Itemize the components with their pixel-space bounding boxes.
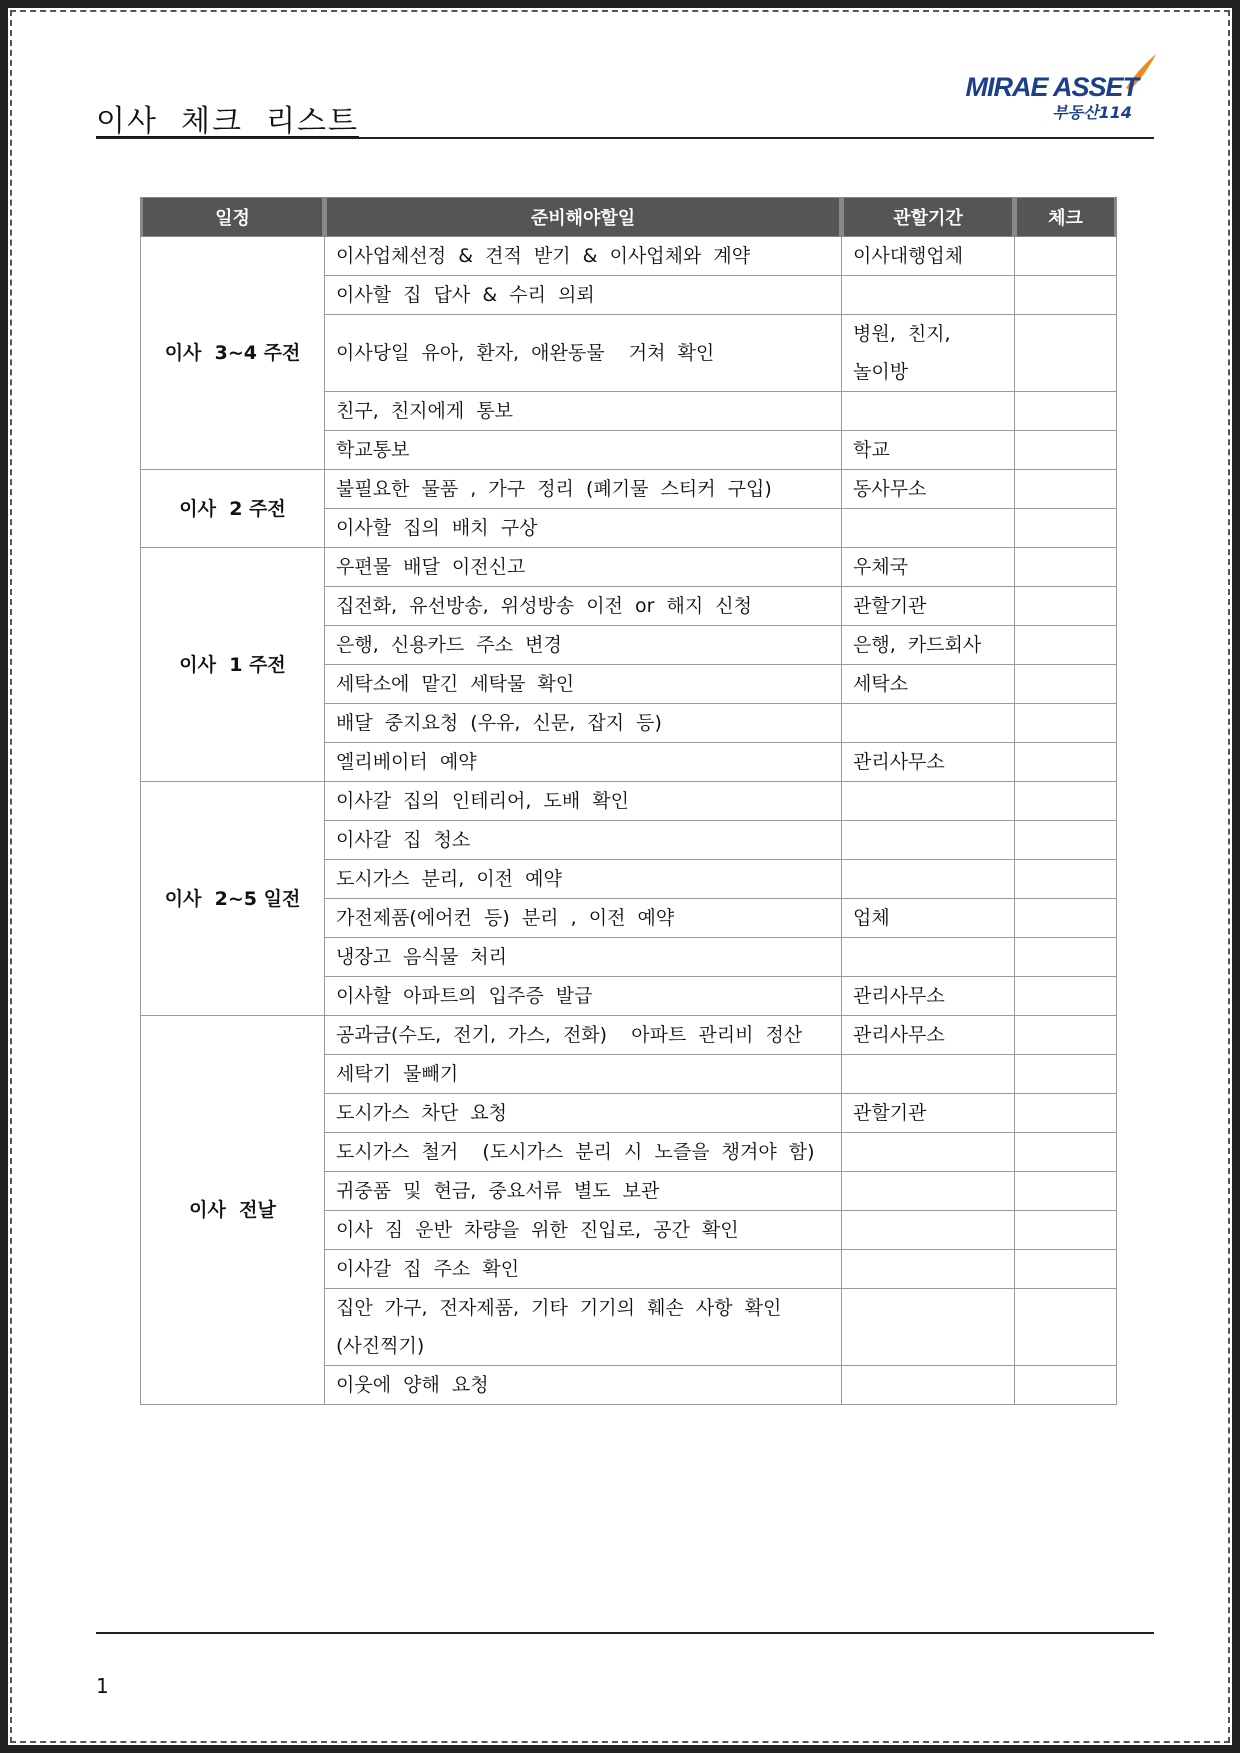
task-cell (325, 587, 842, 626)
task-text: 집전화, 유선방송, 위성방송 이전 or 해지 신청 (336, 595, 753, 617)
task-text: 이사 짐 운반 차량을 위한 진입로, 공간 확인 (336, 1219, 739, 1241)
task-cell (325, 392, 842, 431)
page-title: 이사 체크 리스트 (96, 104, 360, 139)
check-cell[interactable] (1015, 938, 1117, 977)
authority-cell (842, 1016, 1015, 1055)
authority-cell (842, 315, 1015, 392)
task-cell (325, 1289, 842, 1366)
authority-text: 놀이방 (853, 361, 909, 383)
task-cell (325, 237, 842, 276)
task-text: 이사업체선정 & 견적 받기 & 이사업체와 계약 (336, 245, 751, 267)
authority-cell (842, 626, 1015, 665)
task-cell (325, 1250, 842, 1289)
task-cell (325, 665, 842, 704)
task-cell (325, 860, 842, 899)
header-schedule: 일정 (141, 198, 325, 237)
task-text: (사진찍기) (336, 1335, 425, 1357)
header-authority: 관할기간 (842, 198, 1015, 237)
task-cell (325, 704, 842, 743)
task-cell (325, 1016, 842, 1055)
task-cell (325, 821, 842, 860)
authority-cell (842, 782, 1015, 821)
table-row (141, 548, 1117, 587)
authority-cell (842, 938, 1015, 977)
moving-checklist-table (140, 197, 1117, 1405)
table-row (141, 237, 1117, 276)
task-text: 친구, 친지에게 통보 (336, 400, 514, 422)
check-cell[interactable] (1015, 860, 1117, 899)
task-cell (325, 782, 842, 821)
task-text: 학교통보 (336, 439, 410, 461)
task-text: 도시가스 분리, 이전 예약 (336, 868, 562, 890)
task-text: 집안 가구, 전자제품, 기타 기기의 훼손 사항 확인 (336, 1297, 782, 1319)
check-cell[interactable] (1015, 1211, 1117, 1250)
authority-cell (842, 1289, 1015, 1366)
logo-sub-text: 부동산114 (1052, 103, 1132, 122)
task-cell (325, 1055, 842, 1094)
task-text: 은행, 신용카드 주소 변경 (336, 634, 562, 656)
task-text: 이사갈 집 청소 (336, 829, 471, 851)
authority-text: 업체 (853, 907, 890, 929)
authority-cell (842, 1094, 1015, 1133)
task-text: 불필요한 물품 , 가구 정리 (폐기물 스티커 구입) (336, 478, 772, 500)
authority-text: 학교 (853, 439, 890, 461)
check-cell[interactable] (1015, 548, 1117, 587)
task-cell (325, 626, 842, 665)
schedule-cell: 이사 전날 (141, 1016, 325, 1405)
check-cell[interactable] (1015, 1366, 1117, 1405)
task-cell (325, 1366, 842, 1405)
check-cell[interactable] (1015, 665, 1117, 704)
authority-cell (842, 899, 1015, 938)
header-task: 준비해야할일 (325, 198, 842, 237)
table-row (141, 782, 1117, 821)
task-cell (325, 509, 842, 548)
task-text: 귀중품 및 현금, 중요서류 별도 보관 (336, 1180, 660, 1202)
task-cell (325, 431, 842, 470)
task-text: 우편물 배달 이전신고 (336, 556, 526, 578)
check-cell[interactable] (1015, 1016, 1117, 1055)
schedule-cell: 이사 3~4 주전 (141, 237, 325, 470)
check-cell[interactable] (1015, 509, 1117, 548)
check-cell[interactable] (1015, 1055, 1117, 1094)
check-cell[interactable] (1015, 587, 1117, 626)
authority-text: 이사대행업체 (853, 245, 964, 267)
check-cell[interactable] (1015, 1172, 1117, 1211)
task-text: 이사할 집 답사 & 수리 의뢰 (336, 284, 595, 306)
check-cell[interactable] (1015, 743, 1117, 782)
company-logo (965, 52, 1160, 122)
authority-text: 동사무소 (853, 478, 927, 500)
task-cell (325, 548, 842, 587)
authority-cell (842, 821, 1015, 860)
task-text: 이사갈 집 주소 확인 (336, 1258, 520, 1280)
authority-text: 관리사무소 (853, 985, 945, 1007)
header-check: 체크 (1015, 198, 1117, 237)
check-cell[interactable] (1015, 470, 1117, 509)
schedule-cell: 이사 1 주전 (141, 548, 325, 782)
authority-cell (842, 509, 1015, 548)
authority-cell (842, 587, 1015, 626)
task-text: 배달 중지요청 (우유, 신문, 잡지 등) (336, 712, 662, 734)
task-cell (325, 938, 842, 977)
task-text: 이사당일 유아, 환자, 애완동물 거쳐 확인 (336, 342, 715, 364)
check-cell[interactable] (1015, 782, 1117, 821)
task-text: 이사갈 집의 인테리어, 도배 확인 (336, 790, 629, 812)
task-cell (325, 1172, 842, 1211)
authority-cell (842, 1211, 1015, 1250)
authority-cell (842, 237, 1015, 276)
authority-cell (842, 1172, 1015, 1211)
check-cell[interactable] (1015, 626, 1117, 665)
authority-text: 우체국 (853, 556, 909, 578)
top-divider (96, 137, 1154, 139)
authority-cell (842, 392, 1015, 431)
check-cell[interactable] (1015, 977, 1117, 1016)
authority-cell (842, 665, 1015, 704)
authority-cell (842, 977, 1015, 1016)
authority-text: 관할기관 (853, 595, 927, 617)
authority-text: 세탁소 (853, 673, 909, 695)
authority-cell (842, 1250, 1015, 1289)
task-cell (325, 1211, 842, 1250)
task-text: 엘리베이터 예약 (336, 751, 477, 773)
task-text: 세탁기 물빼기 (336, 1063, 459, 1085)
check-cell[interactable] (1015, 899, 1117, 938)
check-cell[interactable] (1015, 237, 1117, 276)
authority-cell (842, 548, 1015, 587)
table-row (141, 470, 1117, 509)
authority-cell (842, 704, 1015, 743)
logo-brand-text: MIRAE ASSET (965, 72, 1138, 102)
task-text: 도시가스 철거 (도시가스 분리 시 노즐을 챙겨야 함) (336, 1141, 815, 1163)
task-text: 공과금(수도, 전기, 가스, 전화) 아파트 관리비 정산 (336, 1024, 803, 1046)
task-text: 냉장고 음식물 처리 (336, 946, 507, 968)
check-cell[interactable] (1015, 431, 1117, 470)
task-cell (325, 1133, 842, 1172)
task-cell (325, 315, 842, 392)
check-cell[interactable] (1015, 392, 1117, 431)
task-cell (325, 470, 842, 509)
task-text: 도시가스 차단 요청 (336, 1102, 507, 1124)
bottom-divider (96, 1632, 1154, 1634)
schedule-cell: 이사 2~5 일전 (141, 782, 325, 1016)
task-cell (325, 1094, 842, 1133)
task-text: 세탁소에 맡긴 세탁물 확인 (336, 673, 575, 695)
check-cell[interactable] (1015, 1250, 1117, 1289)
table-body (141, 237, 1117, 1405)
authority-cell (842, 1366, 1015, 1405)
authority-cell (842, 431, 1015, 470)
authority-cell (842, 743, 1015, 782)
task-cell (325, 276, 842, 315)
authority-text: 관할기관 (853, 1102, 927, 1124)
check-cell[interactable] (1015, 1133, 1117, 1172)
authority-cell (842, 1055, 1015, 1094)
check-cell[interactable] (1015, 821, 1117, 860)
schedule-cell: 이사 2 주전 (141, 470, 325, 548)
task-text: 가전제품(에어컨 등) 분리 , 이전 예약 (336, 907, 675, 929)
authority-cell (842, 276, 1015, 315)
task-cell (325, 743, 842, 782)
authority-text: 은행, 카드회사 (853, 634, 982, 656)
check-cell[interactable] (1015, 1289, 1117, 1366)
check-cell[interactable] (1015, 1094, 1117, 1133)
task-text: 이웃에 양해 요청 (336, 1374, 489, 1396)
page-number: 1 (96, 1674, 109, 1698)
authority-cell (842, 470, 1015, 509)
task-text: 이사할 아파트의 입주증 발급 (336, 985, 593, 1007)
authority-cell (842, 1133, 1015, 1172)
task-cell (325, 899, 842, 938)
authority-text: 병원, 친지, (853, 323, 951, 345)
table-row (141, 1016, 1117, 1055)
task-cell (325, 977, 842, 1016)
task-text: 이사할 집의 배치 구상 (336, 517, 538, 539)
check-cell[interactable] (1015, 315, 1117, 392)
check-cell[interactable] (1015, 704, 1117, 743)
authority-cell (842, 860, 1015, 899)
check-cell[interactable] (1015, 276, 1117, 315)
authority-text: 관리사무소 (853, 1024, 945, 1046)
table-header-row (141, 198, 1117, 237)
authority-text: 관리사무소 (853, 751, 945, 773)
